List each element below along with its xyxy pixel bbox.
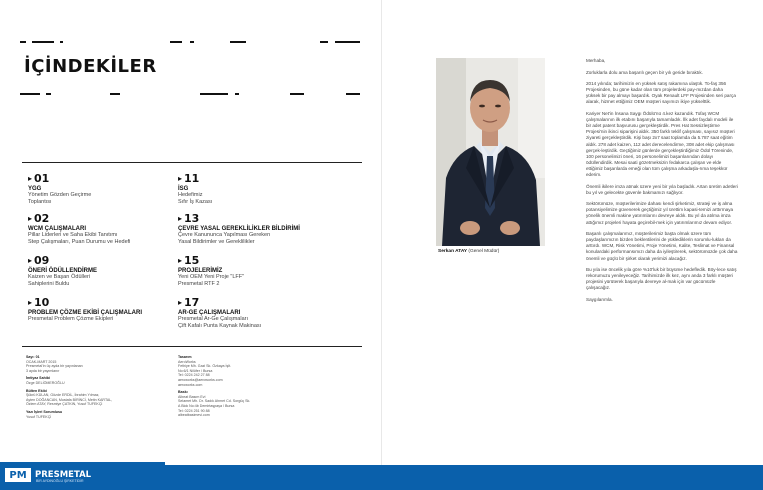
toc-heading: AR-GE ÇALIŞMALARI bbox=[178, 310, 241, 316]
letter-paragraph: Zorluklarla dolu ama başarılı geçen bir yılı geride bıraktık. bbox=[586, 69, 703, 75]
toc-subtitle: Pillar Liderleri ve Saha Ekibi Tanıtımı bbox=[28, 232, 118, 238]
letter-paragraph: 2014 yılında; tarihimizin en yüksek satış rakamına ulaştık. To-faş 356 Projesinden, bu güne kadar olan tüm projelerdeki pay-mızdan daha yüksek bir pay almayı başardık. Oyak Renault LFF Projesinden seri parça alarak, hizmet ettiğimiz OEM müşteri sayımızı ikiye yükselttik. bbox=[586, 81, 736, 105]
toc-subtitle: Presmetal Ar-Ge Çalışmaları bbox=[178, 316, 248, 322]
arrow-icon: ▸ bbox=[178, 256, 183, 265]
imprint-label: Baskı bbox=[178, 390, 188, 395]
caption-name: Serkan ATAY bbox=[438, 249, 468, 254]
imprint-line: A Blok No:4b Demirtaşpaşa / Bursa bbox=[178, 403, 235, 408]
imprint-label: Bülten Ekibi bbox=[26, 388, 47, 393]
logo-tagline: BİR AYDINOĞLU ŞİRKETİDİR bbox=[36, 479, 84, 483]
toc-number: 01 bbox=[34, 172, 50, 185]
imprint-label: Yazı İşleri Sorumlusu bbox=[26, 409, 63, 414]
toc-subtitle: Çift Kafalı Punta Kaynak Makinası bbox=[178, 323, 262, 329]
imprint-line: AeroWorks bbox=[178, 359, 196, 364]
toc-heading: ÇEVRE YASAL GEREKLİLİKLER BİLDİRİMİ bbox=[178, 226, 300, 232]
logo-name: PRESMETAL bbox=[35, 470, 92, 480]
toc-heading: PROBLEM ÇÖZME EKİBİ ÇALIŞMALARI bbox=[28, 310, 142, 316]
imprint-line: Ayten DOĞANCAN, Mustafa BİRİNCİ, Metin KARTAL, bbox=[26, 397, 113, 402]
logo-mark: PM bbox=[5, 468, 31, 482]
toc-divider bbox=[22, 162, 362, 163]
toc-subtitle: Çevre Kanununca Yapılması Gereken bbox=[178, 232, 271, 238]
toc-subtitle: Toplantısı bbox=[28, 199, 52, 205]
imprint-line: Selamet Mh. Dr. Sadık Ahmet Cd. Sorgüç Sk. bbox=[178, 399, 251, 404]
imprint-line: aeroworks@aeroworks.com bbox=[178, 377, 223, 382]
imprint-left bbox=[26, 352, 146, 419]
imprint-label: İmtiyaz Sahibi bbox=[26, 376, 50, 381]
page-title: İÇİNDEKİLER bbox=[24, 56, 157, 77]
decorative-rule-top bbox=[20, 38, 360, 48]
imprint-line: Özlem ATAY, Resmiye ÇATKIN, Yusuf TUFEKÇİ bbox=[26, 402, 103, 407]
toc-heading: PROJELERİMİZ bbox=[178, 268, 223, 274]
toc-subtitle: Presmetal RTF 2 bbox=[178, 281, 220, 287]
toc-subtitle: Yeni OEM Yeni Proje "LFF" bbox=[178, 274, 245, 280]
letter-paragraph: Önemli ikilere imza atmak üzere yeni bir yıla başladık. Artan üretim adetleri bu yıl ve gelecekte güvenle bakmamızı sağlıyor. bbox=[586, 183, 738, 195]
toc-entry[interactable] bbox=[178, 296, 328, 330]
imprint-line: Şükrü KÜLAN, Gözde ERDİL, İbrahim Yılmaz, bbox=[26, 393, 100, 398]
toc-subtitle: Sıfır İş Kazası bbox=[178, 199, 213, 205]
imprint-line: aeroworks.com bbox=[178, 382, 203, 387]
arrow-icon: ▸ bbox=[28, 174, 33, 183]
toc-entry[interactable] bbox=[28, 254, 178, 288]
portrait-illustration bbox=[436, 58, 545, 246]
imprint-label: Tasarım bbox=[178, 355, 192, 359]
decorative-rule-bottom bbox=[20, 90, 360, 100]
imprint-line: No:6/1 Nilüfer / Bursa bbox=[178, 368, 213, 373]
imprint-divider bbox=[22, 346, 362, 347]
caption-role: (Genel Müdür) bbox=[468, 249, 500, 254]
arrow-icon: ▸ bbox=[178, 298, 183, 307]
imprint-line: Albeat Basım Evi bbox=[178, 394, 206, 399]
imprint-line: albeatbasimevi.com bbox=[178, 413, 210, 418]
letter-paragraph: Başarılı çalışmalarımız, müşterilerimiz başta olmak üzere tüm paydaşlarımızın bizden beklentilerini de yüklediklerin sorumlu-lukları da arttırdı. WCM, Risk Yönetimi, Proje Yönetimi, Kalite, Teslimat ve Finansal konulardaki performansımızı daha da iyileştirerek, sektörümüzde çok daha önemli ve güçlü bir şirket olarak yerimizi alacağız. bbox=[586, 231, 738, 261]
toc-number: 13 bbox=[184, 212, 200, 225]
imprint-right bbox=[178, 352, 308, 418]
arrow-icon: ▸ bbox=[28, 298, 33, 307]
toc-heading: YGG bbox=[28, 186, 42, 192]
arrow-icon: ▸ bbox=[178, 214, 183, 223]
toc-entry[interactable] bbox=[28, 212, 178, 246]
letter-paragraph: Sektörümüze, müşterilerimize dahası kendi şirketimiz, strateji ve iş alma potansiyelimize güvenerek geçtiğimiz yıl ürettim kapasi-temizi arttırmaya yönelik önemli makine yatırımlarını devreye aldık. Bu yıl da atılma imza attığımız projeleri hayata geçirebil-mek için yatırımlarımız devam ediyor. bbox=[586, 201, 734, 225]
toc-heading: İSG bbox=[178, 186, 189, 192]
imprint-line: OCAK-MART 2015 bbox=[26, 359, 57, 364]
toc-number: 09 bbox=[34, 254, 50, 267]
toc-number: 02 bbox=[34, 212, 50, 225]
letter-paragraph: Bu yıla ise öncelik yıla göre %10'luk bir büyüme hedefledik. Böy-lece satış rekorumuzu yenileyeceğiz. Tarihimizde ilk kez, aynı anda 3 farklı müşteri projesini yürüterek başarıyla devreye al-mak için var gücümüzle çalışacağız. bbox=[586, 267, 737, 291]
toc-subtitle: Presmetal Problem Çözme Ekipleri bbox=[28, 316, 114, 322]
page-fold bbox=[381, 0, 382, 490]
imprint-line: Yusuf TUFEKÇİ bbox=[26, 414, 52, 419]
imprint-label: Sayı: 01 bbox=[26, 355, 40, 359]
arrow-icon: ▸ bbox=[28, 214, 33, 223]
arrow-icon: ▸ bbox=[178, 174, 183, 183]
toc-number: 10 bbox=[34, 296, 50, 309]
toc-heading: ÖNERİ ÖDÜLLENDİRME bbox=[28, 268, 97, 274]
toc-number: 15 bbox=[184, 254, 200, 267]
toc-entry[interactable] bbox=[28, 172, 178, 206]
imprint-line: Tel: 0224 251 90 88 bbox=[178, 408, 210, 413]
letter-paragraph: Saygılarımla. bbox=[586, 297, 613, 302]
toc-entry[interactable] bbox=[178, 212, 338, 246]
letter-paragraph: Kariyer Net'in İnsana Saygı Ödülü'nü 4.kez kazandık. Tofaş WCM çalışmalarının ilk etabını başarıyla tamamladık. İlk adet faydalı modeli ile bir adet patent başvurusu gerçekleştirdik. Pres Hat Sessizleştirme Projesi'nin ikinci siparişini aldık. 350 farklı teklif çalışması, sayısız müşteri ziyareti gerçekleştirdik. Kişi başı 2x7 saat toplamda da 5.787 saat eğitim aldık. 278 adet kaizen, 112 adet derecelendirme, 308 adet ekip çalışması gerçek-leştirdik. Geçtiğimiz günlerde gerçekleştirdiğimiz Ödül Töreninde, 100 personelimizi öneri, 16 personelimizi başarılarından dolayı ödüllendirdik. Mesai saati gözetmeksizin fedakarca çalışan ve elde ettiğimiz başarılarda emeği olan tüm çalışma arkadaşla-rıma teşekkür ederim. bbox=[586, 111, 735, 177]
toc-number: 17 bbox=[184, 296, 200, 309]
portrait-photo bbox=[436, 58, 545, 246]
photo-caption bbox=[438, 249, 499, 254]
imprint-line: Özge DELİÖMEROĞLU bbox=[26, 380, 65, 385]
toc-entry[interactable] bbox=[28, 296, 178, 323]
toc-subtitle: Kaizen ve Başarı Ödülleri bbox=[28, 274, 91, 280]
toc-entry[interactable] bbox=[178, 254, 328, 288]
toc-subtitle: Hedefimiz bbox=[178, 192, 203, 198]
imprint-line: 3 ayda bir yayımlanır bbox=[26, 368, 60, 373]
arrow-icon: ▸ bbox=[28, 256, 33, 265]
toc-entry[interactable] bbox=[178, 172, 328, 206]
toc-subtitle: Step Çalışmaları, Puan Durumu ve Hedefi bbox=[28, 239, 131, 245]
letter-paragraph: Merhaba, bbox=[586, 58, 606, 63]
toc-subtitle: Yönetim Gözden Geçirme bbox=[28, 192, 92, 198]
toc-subtitle: Sahiplerini Buldu bbox=[28, 281, 70, 287]
toc-heading: WCM ÇALIŞMALARI bbox=[28, 226, 86, 232]
imprint-line: Presmetal'in üç ayda bir yayınlanan bbox=[26, 364, 83, 369]
editorial-letter bbox=[586, 58, 738, 309]
toc-number: 11 bbox=[184, 172, 200, 185]
imprint-line: Fethiye Mh. Gazi Sk. Özkaya İşlt. bbox=[178, 364, 232, 369]
toc-subtitle: Yasal Bildirimler ve Gereklilikler bbox=[178, 239, 255, 245]
imprint-line: Tel: 0224 242 27 88 bbox=[178, 373, 210, 378]
